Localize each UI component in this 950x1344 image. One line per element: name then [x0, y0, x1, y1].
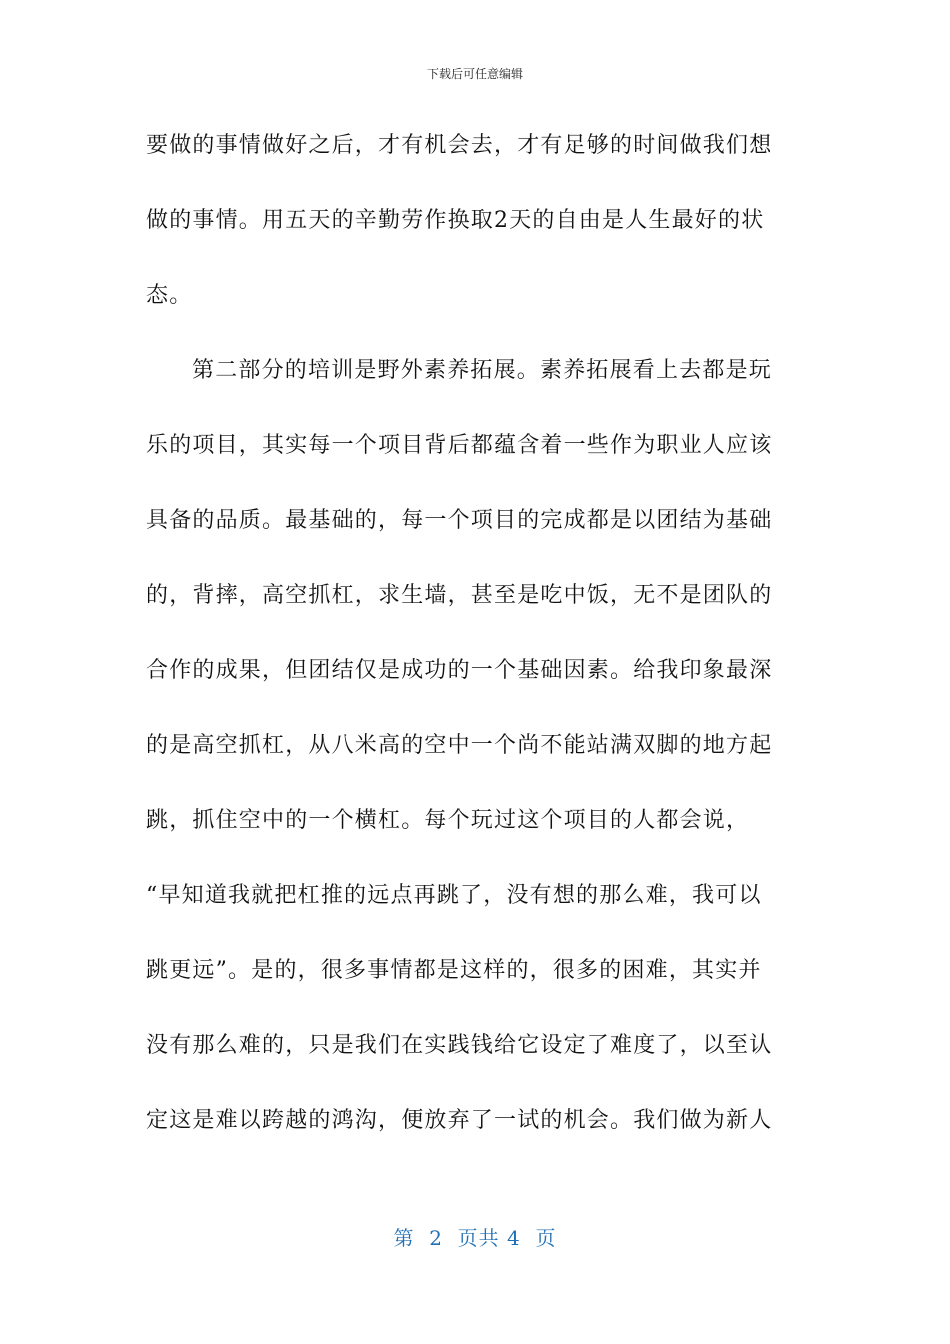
text-line: 没有那么难的，只是我们在实践钱给它设定了难度了，以至认 [146, 1033, 773, 1058]
text-line: 态。 [146, 283, 193, 308]
document-body [146, 108, 794, 1158]
text-line: 跳更远”。是的，很多事情都是这样的，很多的困难，其实并 [146, 958, 762, 983]
text-line: 的是高空抓杠，从八米高的空中一个尚不能站满双脚的地方起 [146, 733, 773, 758]
page-header: 下载后可任意编辑 [426, 67, 523, 81]
text-line: 的，背摔，高空抓杠，求生墙，甚至是吃中饭，无不是团队的 [146, 583, 773, 608]
text-line: 跳，抓住空中的一个横杠。每个玩过这个项目的人都会说， [146, 808, 750, 833]
text-line: “早知道我就把杠推的远点再跳了，没有想的那么难，我可以 [146, 883, 762, 908]
text-line: 合作的成果，但团结仅是成功的一个基础因素。给我印象最深 [146, 658, 773, 683]
text-line: 做的事情。用五天的辛勤劳作换取2天的自由是人生最好的状 [146, 208, 765, 233]
text-line: 定这是难以跨越的鸿沟，便放弃了一试的机会。我们做为新人 [146, 1108, 773, 1133]
text-line: 具备的品质。最基础的，每一个项目的完成都是以团结为基础 [146, 508, 773, 533]
text-line: 要做的事情做好之后，才有机会去，才有足够的时间做我们想 [146, 133, 773, 158]
page-number-footer: 第 2 页共 4 页 [393, 1226, 557, 1250]
text-line: 乐的项目，其实每一个项目背后都蕴含着一些作为职业人应该 [146, 433, 773, 458]
paragraph-start-line: 第二部分的培训是野外素养拓展。素养拓展看上去都是玩 [192, 358, 773, 383]
